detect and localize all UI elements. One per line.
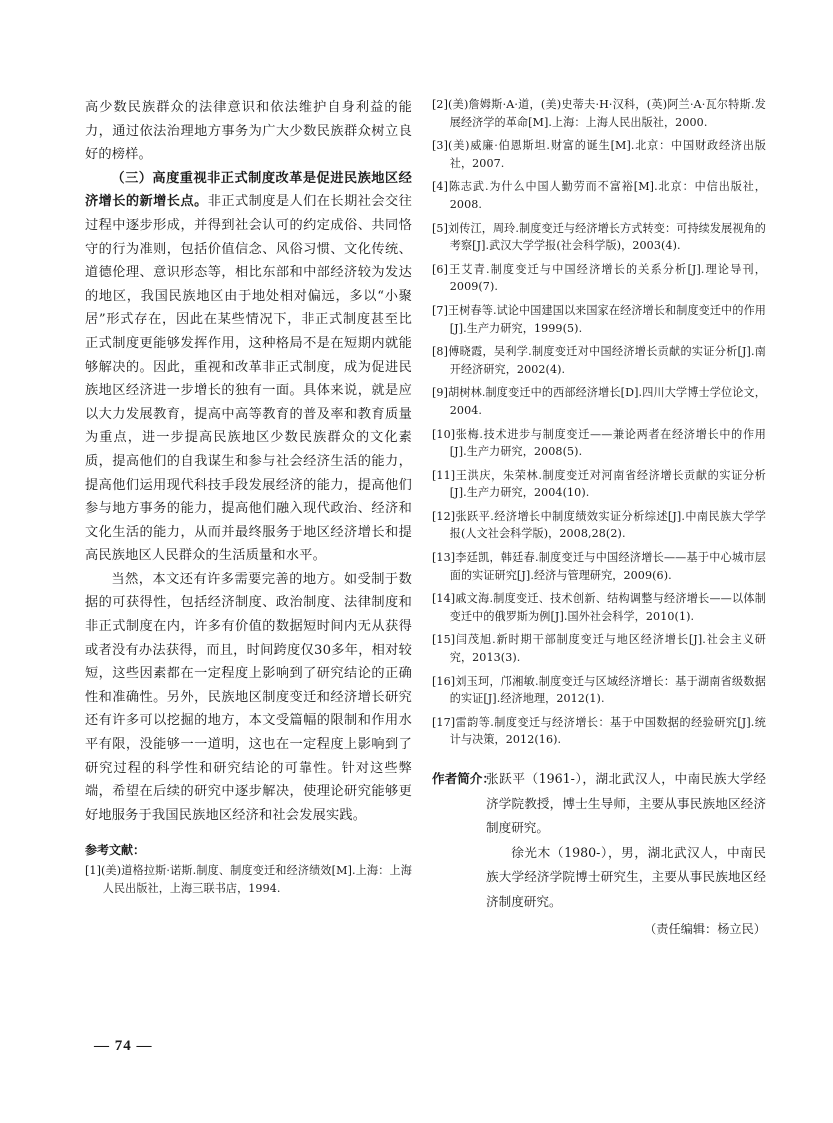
reference-list-continued: [432, 96, 766, 749]
reference-item: [11]王洪庆，朱荣林.制度变迁对河南省经济增长贡献的实证分析[J].生产力研究，2004(10).: [432, 468, 766, 500]
reference-item: [5]刘传江，周玲.制度变迁与经济增长方式转变：可持续发展视角的考察[J].武汉大学学报(社会科学版)，2003(4).: [432, 221, 766, 253]
author-row: [432, 767, 766, 841]
reference-item: [17]雷韵等.制度变迁与经济增长：基于中国数据的经验研究[J].统计与决策，2012(16).: [432, 715, 766, 747]
page-number: — 74 —: [94, 1038, 153, 1054]
reference-item: [9]胡树林.制度变迁中的西部经济增长[D].四川大学博士学位论文，2004.: [432, 386, 766, 417]
reference-item: [14]戚文海.制度变迁、技术创新、结构调整与经济增长——以体制变迁中的俄罗斯为例[J].国外社会科学，2010(1).: [432, 592, 766, 623]
left-column: [85, 96, 412, 904]
reference-item: [16]刘玉珂，邝湘敏.制度变迁与区域经济增长：基于湖南省级数据的实证[J].经济地理，2012(1).: [432, 674, 766, 706]
reference-item: [12]张跃平.经济增长中制度绩效实证分析综述[J].中南民族大学学报(人文社会科学版)，2008,28(2).: [432, 509, 766, 541]
reference-item: [15]闫茂旭.新时期干部制度变迁与地区经济增长[J].社会主义研究，2013(3).: [432, 633, 766, 665]
reference-item: [13]李廷凯，韩廷春.制度变迁与中国经济增长——基于中心城市层面的实证研究[J].经济与管理研究，2009(6).: [432, 551, 766, 582]
reference-item: [3](美)威廉·伯恩斯坦.财富的诞生[M].北京：中国财政经济出版社，2007.: [432, 139, 766, 170]
references-title: 参考文献：: [85, 843, 146, 858]
right-column: [432, 96, 766, 940]
section-paragraph: [85, 167, 412, 568]
section-heading: （三）高度重视非正式制度改革是促进民族地区经济增长的新增长点。: [85, 170, 412, 210]
body-paragraph: 当然，本文还有许多需要完善的地方。如受制于数据的可获得性，包括经济制度、政治制度、法律制度和非正式制度在内，许多有价值的数据短时间内无从获得或者没有办法获得，而且，时间跨度仅30多年，相对较短，这些因素都在一定程度上影响到了研究结论的正确性和准确性。另外，民族地区制度变迁和经济增长研究还有许多可以挖掘的地方，本文受篇幅的限制和作用水平有限，没能够一一道明，这也在一定程度上影响到了研究过程的科学性和研究结论的可靠性。针对这些弊端，希望在后续的研究中逐步解决，使理论研究能够更好地服务于我国民族地区经济和社会发展实践。: [85, 571, 412, 823]
reference-item: [4]陈志武.为什么中国人勤劳而不富裕[M].北京：中信出版社，2008.: [432, 180, 766, 211]
reference-item: [6]王艾青.制度变迁与中国经济增长的关系分析[J].理论导刊，2009(7).: [432, 262, 766, 294]
reference-item: [8]傅晓霞，吴利学.制度变迁对中国经济增长贡献的实证分析[J].南开经济研究，2002(4).: [432, 345, 766, 376]
reference-item: [2](美)詹姆斯·A·道，(美)史蒂夫·H·汉科，(英)阿兰·A·瓦尔特斯.发展经济学的革命[M].上海：上海人民出版社，2000.: [432, 98, 766, 129]
body-paragraph: 高少数民族群众的法律意识和依法维护自身利益的能力，通过依法治理地方事务为广大少数民族群众树立良好的榜样。: [85, 100, 412, 163]
author-bio-2: 徐光木（1980-），男，湖北武汉人，中南民族大学经济学院博士研究生，主要从事民族地区经济制度研究。: [486, 844, 766, 909]
author-bio-1: 张跃平（1961-），湖北武汉人，中南民族大学经济学院教授，博士生导师，主要从事民族地区经济制度研究。: [486, 771, 766, 835]
reference-item: [7]王树春等.试论中国建国以来国家在经济增长和制度变迁中的作用[J].生产力研究，1999(5).: [432, 303, 766, 335]
section-body: 非正式制度是人们在长期社会交往过程中逐步形成，并得到社会认可的约定成俗、共同恪守的行为准则，包括价值信念、风俗习惯、文化传统、道德伦理、意识形态等，相比东部和中部经济较为发达的地区，我国民族地区由于地处相对偏远，多以“小聚居”形式存在，因此在某些情况下，非正式制度甚至比正式制度更能够发挥作用，这种格局不是在短期内就能够解决的。因此，重视和改革非正式制度，成为促进民族地区经济进一步增长的独有一面。具体来说，就是应以大力发展教育，提高中高等教育的普及率和教育质量为重点，进一步提高民族地区少数民族群众的文化素质，提高他们的自我谋生和参与社会经济生活的能力，提高他们运用现代科技手段发展经济的能力，提高他们参与地方事务的能力，提高他们融入现代政治、经济和文化生活的能力，从而并最终服务于地区经济增长和提高民族地区人民群众的生活质量和水平。: [85, 194, 412, 564]
author-info: [432, 767, 766, 914]
reference-item: [1](美)道格拉斯·诺斯.制度、制度变迁和经济绩效[M].上海：上海人民出版社，上海三联书店，1994.: [85, 864, 412, 895]
reference-item: [10]张梅.技术进步与制度变迁——兼论两者在经济增长中的作用[J].生产力研究，2008(5).: [432, 427, 766, 459]
reference-list: [85, 862, 412, 897]
author-label: 作者简介：: [432, 771, 495, 786]
editor-note: （责任编辑：杨立民）: [644, 922, 766, 936]
